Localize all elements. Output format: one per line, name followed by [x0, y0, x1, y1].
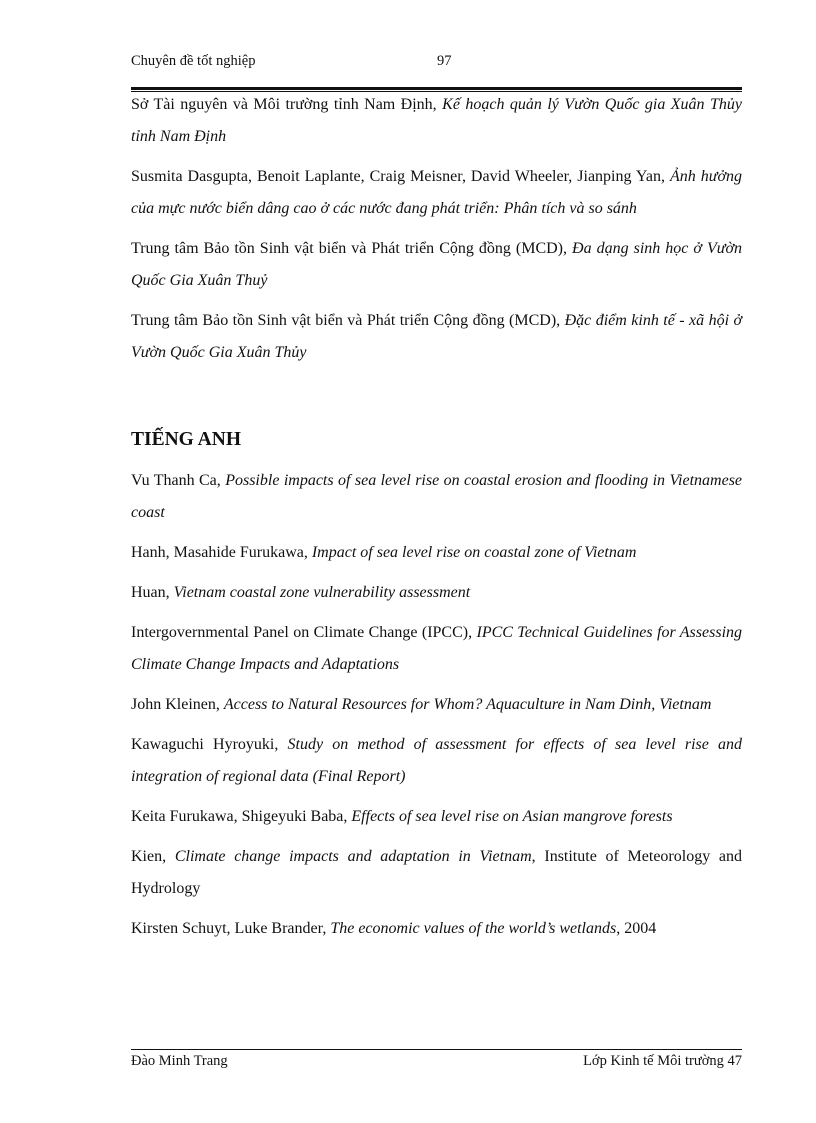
reference-title: Ảnh hưởng của mực nước biển dâng cao ở các nước đang phát triển: Phân tích và so sánh [131, 168, 743, 217]
reference-item [131, 729, 742, 793]
footer-rule [131, 1049, 742, 1050]
reference-item [131, 577, 742, 609]
reference-item [131, 537, 742, 569]
reference-item [131, 801, 742, 833]
reference-title: Possible impacts of sea level rise on coastal erosion and flooding in Vietnamese coast [131, 472, 743, 521]
reference-title: Vietnam coastal zone vulnerability assessment [173, 584, 471, 601]
reference-item [131, 161, 742, 225]
header-document-title: Chuyên đề tốt nghiệp [131, 53, 256, 69]
reference-item [131, 233, 742, 297]
reference-title: Kế hoạch quản lý Vườn Quốc gia Xuân Thủy tỉnh Nam Định [131, 96, 742, 145]
reference-item [131, 89, 742, 153]
reference-title: Climate change impacts and adaptation in Vietnam [174, 848, 532, 865]
page-footer [131, 1053, 742, 1075]
header-page-number: 97 [437, 53, 452, 69]
reference-authors: Kirsten Schuyt, Luke Brander, [131, 920, 327, 937]
reference-title: Đặc điểm kinh tế - xã hội ở Vườn Quốc Gia Xuân Thủy [131, 312, 743, 361]
reference-authors: Vu Thanh Ca, [131, 472, 221, 489]
reference-authors: Hanh, Masahide Furukawa, [131, 544, 308, 561]
reference-authors: Kawaguchi Hyroyuki, [131, 736, 279, 753]
reference-authors: Huan, [131, 584, 170, 601]
reference-item [131, 617, 742, 681]
vietnamese-references [131, 89, 742, 369]
reference-title: IPCC Technical Guidelines for Assessing Climate Change Impacts and Adaptations [131, 624, 743, 673]
reference-title: Study on method of assessment for effects of sea level rise and integration of regional data (Final Report) [131, 736, 743, 785]
page-header [131, 53, 742, 75]
reference-authors: Trung tâm Bảo tồn Sinh vật biển và Phát triển Cộng đồng (MCD), [131, 240, 568, 257]
references-content [131, 89, 742, 953]
reference-title: Access to Natural Resources for Whom? Aquaculture in Nam Dinh, Vietnam [223, 696, 712, 713]
reference-title: Impact of sea level rise on coastal zone of Vietnam [311, 544, 637, 561]
reference-extra: , Institute of Meteorology and Hydrology [131, 848, 743, 897]
reference-authors: Sở Tài nguyên và Môi trường tỉnh Nam Định, [131, 96, 437, 113]
reference-item [131, 689, 742, 721]
reference-item [131, 841, 742, 905]
english-references [131, 465, 742, 945]
footer-class: Lớp Kinh tế Môi trường 47 [583, 1053, 742, 1069]
reference-title: Effects of sea level rise on Asian mangrove forests [351, 808, 673, 825]
reference-authors: Susmita Dasgupta, Benoit Laplante, Craig Meisner, David Wheeler, Jianping Yan, [131, 168, 665, 185]
reference-authors: Keita Furukawa, Shigeyuki Baba, [131, 808, 348, 825]
reference-item [131, 305, 742, 369]
reference-authors: Kien, [131, 848, 167, 865]
reference-authors: Trung tâm Bảo tồn Sinh vật biển và Phát triển Cộng đồng (MCD), [131, 312, 561, 329]
reference-item [131, 913, 742, 945]
reference-authors: Intergovernmental Panel on Climate Change (IPCC), [131, 624, 473, 641]
reference-extra: , 2004 [616, 920, 657, 937]
footer-author: Đào Minh Trang [131, 1053, 228, 1069]
reference-title: Đa dạng sinh học ở Vườn Quốc Gia Xuân Thuỷ [131, 240, 743, 289]
reference-authors: John Kleinen, [131, 696, 220, 713]
reference-title: The economic values of the world’s wetlands [330, 920, 617, 937]
reference-item [131, 465, 742, 529]
section-heading-english: TIẾNG ANH [131, 429, 241, 450]
